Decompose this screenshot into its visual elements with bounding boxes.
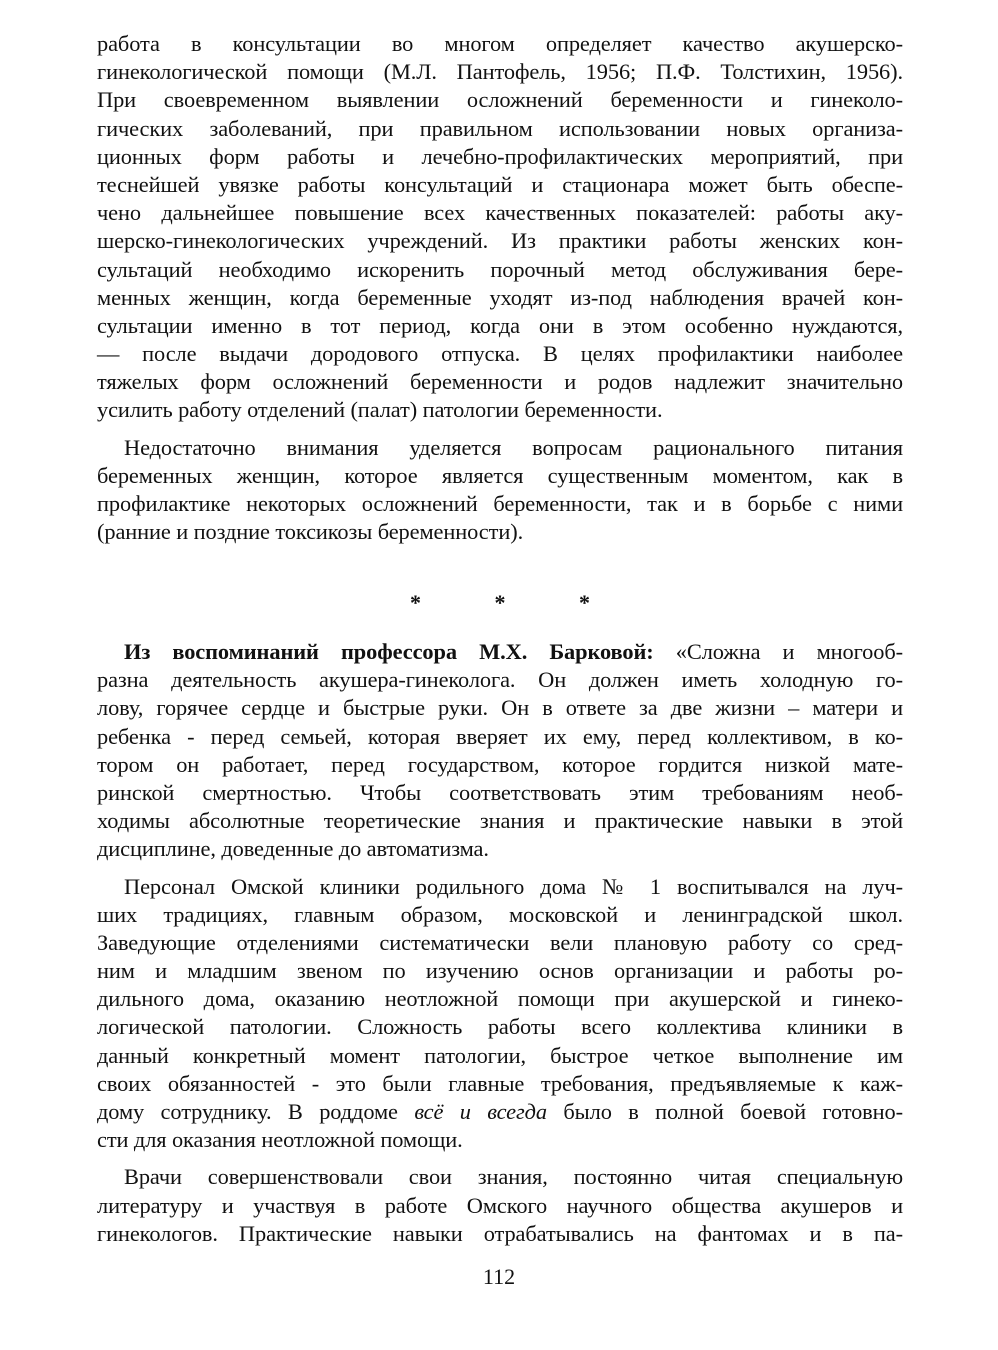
text-line: гических заболеваний, при правильном использовании новых организа- [97, 115, 903, 141]
text-line: При своевременном выявлении осложнений беременности и гинеколо- [97, 87, 903, 113]
text-line: разна деятельность акушера-гинеколога. Он должен иметь холодную го- [97, 667, 903, 693]
text-line: сти для оказания неотложной помощи. [97, 1127, 463, 1153]
text-line: ционных форм работы и лечебно-профилактических мероприятий, при [97, 143, 903, 169]
text-line: сультации именно в тот период, когда они в этом особенно нуждаются, [97, 312, 903, 338]
text-segment: дому сотруднику. В роддоме [97, 1099, 415, 1124]
quote-start: «Сложна и многооб- [653, 639, 903, 664]
text-line: усилить работу отделений (палат) патологии беременности. [97, 397, 663, 423]
text-line: ших традициях, главным образом, московской и ленинградской школ. [97, 901, 903, 927]
paragraph-2 [97, 434, 903, 547]
text-line: беременных женщин, которое является существенным моментом, как в [97, 462, 903, 488]
section-separator: * * * [410, 590, 624, 615]
text-line: чено дальнейшее повышение всех качественных показателей: работы аку- [97, 200, 903, 226]
paragraph-1 [97, 30, 903, 425]
paragraph-5 [97, 1163, 903, 1248]
text-line: ринской смертностью. Чтобы соответствовать этим требованиям необ- [97, 779, 903, 805]
text-line: профилактике некоторых осложнений беременности, так и в борьбе с ними [97, 491, 903, 516]
text-line: ходимы абсолютные теоретические знания и практические навыки в этой [97, 808, 903, 834]
memoir-section [97, 638, 903, 1248]
text-line: дисциплине, доведенные до автоматизма. [97, 836, 489, 862]
paragraph-4 [97, 873, 903, 1155]
text-line: тором он работает, перед государством, которое гордится низкой мате- [97, 751, 903, 777]
page-body [97, 30, 903, 1246]
text-line: гинекологов. Практические навыки отрабатывались на фантомах и в па- [97, 1220, 903, 1246]
text-line [97, 638, 903, 666]
text-line: Заведующие отделениями систематически вели плановую работу со сред- [97, 929, 903, 955]
page-number: 112 [482, 1264, 516, 1289]
text-line: ребенка - перед семьей, которая вверяет их ему, перед коллективом, в ко- [97, 723, 903, 749]
text-line: дильного дома, оказанию неотложной помощи при акушерской и гинеко- [97, 986, 903, 1012]
text-line: теснейшей увязке работы консультаций и стационара может быть обеспе- [97, 171, 903, 197]
text-line: (ранние и поздние токсикозы беременности). [97, 519, 524, 545]
text-line: тяжелых форм осложнений беременности и родов надлежит значительно [97, 369, 903, 395]
text-line: литературу и участвуя в работе Омского научного общества акушеров и [97, 1192, 903, 1218]
text-line: сультаций необходимо искоренить порочный метод обслуживания бере- [97, 256, 903, 282]
text-line: Недостаточно внимания уделяется вопросам рационального питания [124, 434, 903, 460]
paragraph-3 [97, 638, 903, 864]
text-line: — после выдачи дородового отпуска. В целях профилактики наиболее [97, 341, 903, 367]
text-line: работа в консультации во многом определяет качество акушерско- [97, 31, 903, 56]
text-line [97, 1098, 903, 1126]
text-line: лову, горячее сердце и быстрые руки. Он в ответе за две жизни – матери и [97, 695, 903, 721]
text-line: Персонал Омской клиники родильного дома № 1 воспитывался на луч- [124, 873, 903, 899]
memoir-heading: Из воспоминаний профессора М.Х. Барковой: [124, 639, 654, 664]
text-line: Врачи совершенствовали свои знания, постоянно читая специальную [124, 1164, 903, 1190]
text-line: своих обязанностей - это были главные требования, предъявляемые к каж- [97, 1070, 903, 1096]
text-line: данный конкретный момент патологии, быстрое четкое выполнение им [97, 1042, 903, 1068]
text-line: шерско-гинекологических учреждений. Из практики работы женских кон- [97, 228, 903, 254]
text-line: логической патологии. Сложность работы всего коллектива клиники в [97, 1014, 903, 1040]
text-line: ним и младшим звеном по изучению основ организации и работы ро- [97, 958, 903, 984]
text-line: менных женщин, когда беременные уходят из-под наблюдения врачей кон- [97, 284, 903, 310]
text-segment: было в полной боевой готовно- [546, 1099, 903, 1124]
italic-phrase: всё и всегда [414, 1099, 547, 1124]
text-line: гинекологической помощи (М.Л. Пантофель, 1956; П.Ф. Толстихин, 1956). [97, 59, 903, 85]
